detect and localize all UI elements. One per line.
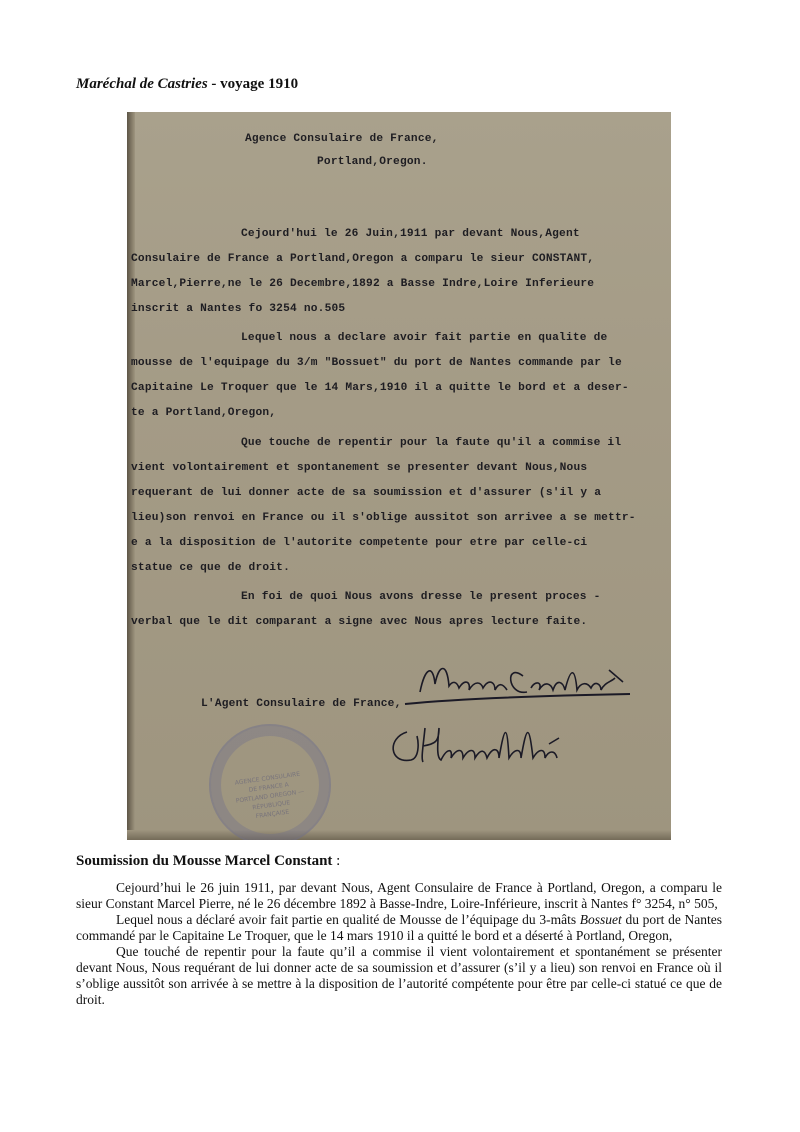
scan-line: e a la disposition de l'autorite competente pour etre par celle-ci [131, 537, 588, 549]
scan-line: statue ce que de droit. [131, 562, 291, 574]
scan-line: lieu)son renvoi en France ou il s'oblige aussitot son arrivee a se mettr- [131, 512, 636, 524]
signature-agent [389, 718, 589, 770]
transcript-p2-end: du port de Nantes commandé par le Capitaine Le Troquer, que le 14 mars 1910 il a quitté le bord et a déserté à Portland, Oregon, [76, 912, 722, 943]
consular-stamp [209, 724, 331, 840]
scan-left-edge [127, 112, 135, 840]
transcript-paragraph-1: Cejourd’hui le 26 juin 1911, par devant Nous, Agent Consulaire de France à Portland, Oregon, a comparu le sieur Constant Marcel Pierre, né le 26 décembre 1892 à Basse-Indre, Loire-Inférieure, inscrit à Nantes f° 3254, n° 505, [76, 880, 722, 911]
ship-bossuet: Bossuet [579, 912, 622, 927]
archive-document-scan [127, 112, 671, 840]
scan-line: requerant de lui donner acte de sa soumission et d'assurer (s'il y a [131, 487, 602, 499]
agent-title-line: L'Agent Consulaire de France, [201, 698, 402, 710]
scan-line-city: Portland,Oregon. [317, 156, 428, 168]
scan-line: Consulaire de France a Portland,Oregon a comparu le sieur CONSTANT, [131, 253, 595, 265]
scan-line: Capitaine Le Troquer que le 14 Mars,1910 il a quitte le bord et a deser- [131, 382, 629, 394]
signature-comparant [395, 652, 640, 712]
transcription [76, 880, 722, 1008]
scan-line: En foi de quoi Nous avons dresse le present proces - [241, 591, 601, 603]
transcript-paragraph-3: Que touché de repentir pour la faute qu’il a commise il vient volontairement et spontanément se présenter devant Nous, Nous requérant de lui donner acte de sa soumission et d’assurer (s’il y a lieu) son renvoi en France où il s’oblige aussitôt son arrivée à se mettre à la disposition de l’autorité compétente pour être par celle-ci statué ce que de droit. [76, 944, 722, 1007]
transcript-p2-start: Lequel nous a déclaré avoir fait partie en qualité de Mousse de l’équipage du 3-mâts [116, 912, 580, 927]
voyage-label: - voyage 1910 [207, 76, 299, 92]
scan-line: verbal que le dit comparant a signe avec Nous apres lecture faite. [131, 616, 588, 628]
section-title [76, 853, 340, 870]
scan-line: Marcel,Pierre,ne le 26 Decembre,1892 a Basse Indre,Loire Inferieure [131, 278, 595, 290]
scan-line: inscrit a Nantes fo 3254 no.505 [131, 303, 346, 315]
scan-line: vient volontairement et spontanement se presenter devant Nous,Nous [131, 462, 588, 474]
page-title [76, 76, 298, 93]
ship-name: Maréchal de Castries [76, 76, 208, 92]
scan-line: te a Portland,Oregon, [131, 407, 277, 419]
section-title-text: Soumission du Mousse Marcel Constant [76, 853, 333, 869]
stamp-text: AGENCE CONSULAIRE DE FRANCE A PORTLAND OREGON — RÉPUBLIQUE FRANÇAISE [234, 770, 305, 821]
scan-bottom-edge [127, 830, 671, 840]
scan-line: mousse de l'equipage du 3/m "Bossuet" du port de Nantes commande par le [131, 357, 622, 369]
scan-line: Que touche de repentir pour la faute qu'il a commise il [241, 437, 622, 449]
transcript-paragraph-2 [76, 912, 722, 944]
section-title-colon: : [332, 853, 341, 869]
scan-line: Lequel nous a declare avoir fait partie en qualite de [241, 332, 608, 344]
scan-line-agency: Agence Consulaire de France, [245, 133, 439, 145]
scan-line: Cejourd'hui le 26 Juin,1911 par devant Nous,Agent [241, 228, 580, 240]
